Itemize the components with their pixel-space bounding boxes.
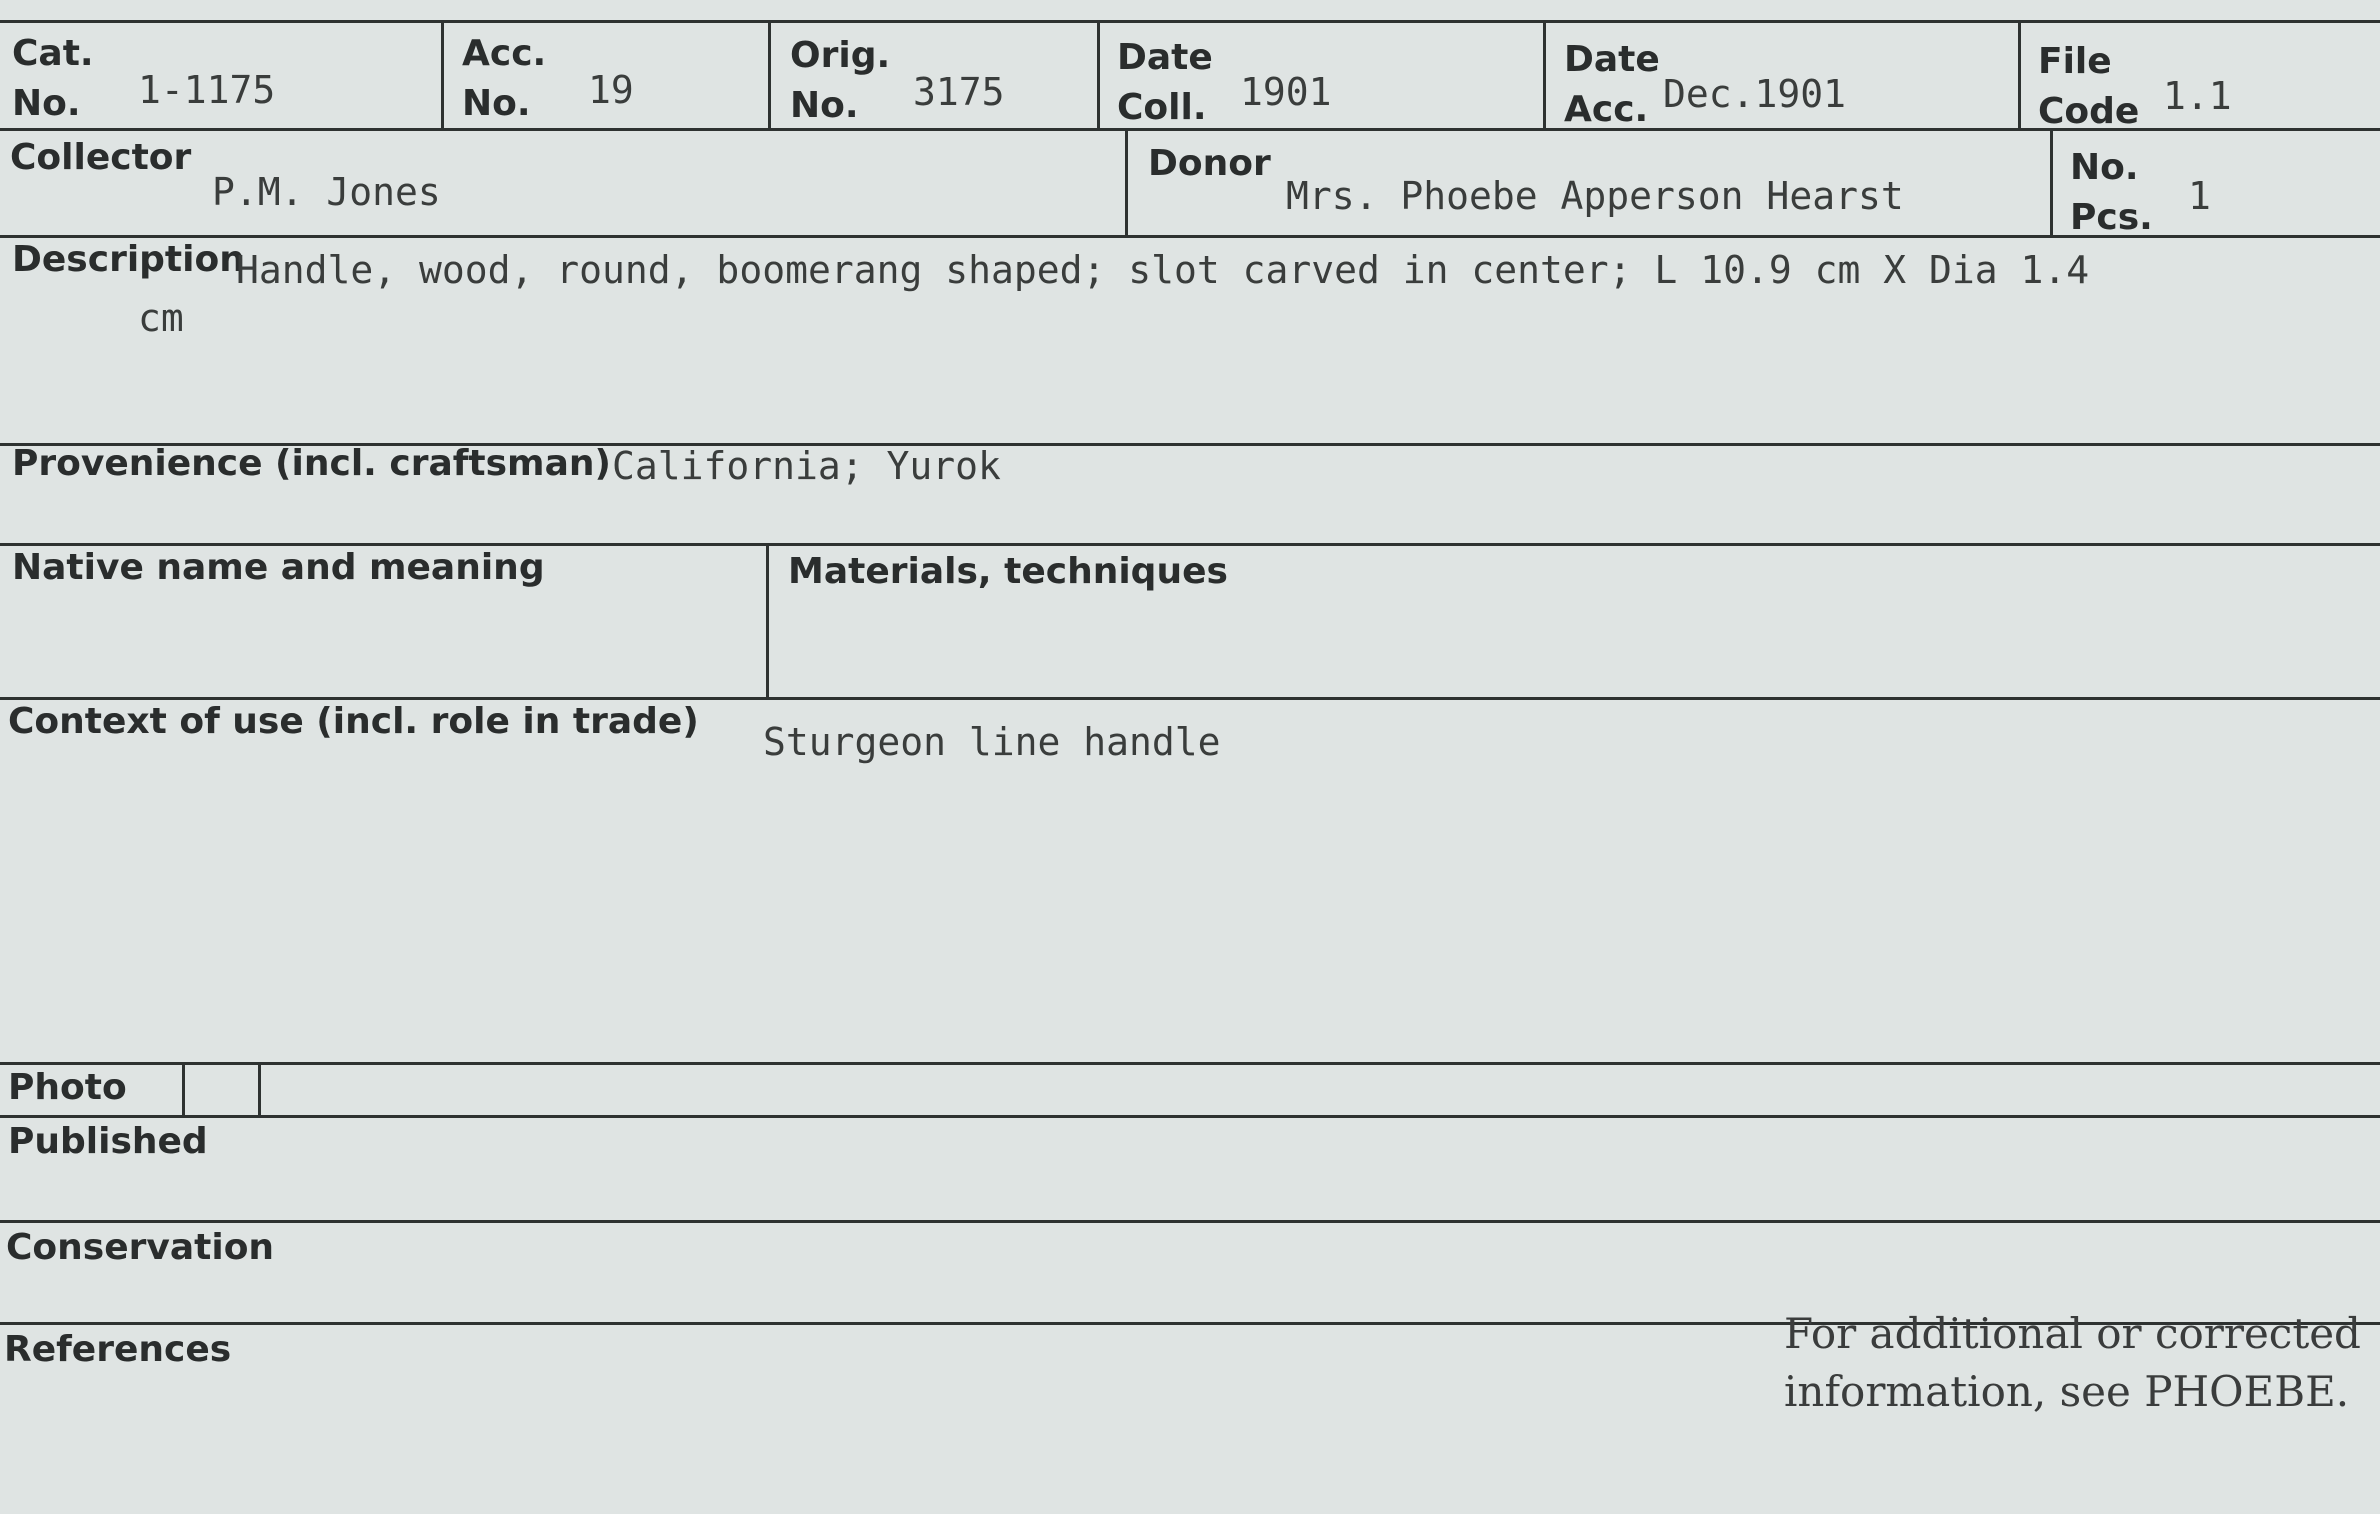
cat-number: 1-1175 [138,68,276,112]
orig-label-1: Orig. [790,35,891,76]
photo-box-divider-1 [182,1064,185,1117]
date-coll-label-1: Date [1117,37,1213,78]
divider-donor-pcs [2050,130,2053,237]
divider-orig-datecoll [1097,22,1100,130]
photo-box-divider-2 [258,1064,261,1117]
context-value: Sturgeon line handle [763,720,1221,764]
collector-label: Collector [10,137,192,178]
divider-native-materials [766,545,769,699]
description-line-2: cm [138,296,184,340]
divider-collector-donor [1125,130,1128,237]
date-accessioned: Dec.1901 [1663,72,1847,116]
references-label: References [4,1329,232,1370]
cat-label-2: No. [12,83,81,124]
context-label: Context of use (incl. role in trade) [8,701,699,742]
donor-name: Mrs. Phoebe Apperson Hearst [1286,174,1904,218]
orig-label-2: No. [790,85,859,126]
divider-acc-orig [768,22,771,130]
description-line-1: Handle, wood, round, boomerang shaped; slot carved in center; L 10.9 cm X Dia 1.4 [236,248,2090,292]
provenience-value: California; Yurok [612,444,1001,488]
date-acc-label-1: Date [1564,39,1660,80]
pcs-label-1: No. [2070,147,2139,188]
acc-label-2: No. [462,83,531,124]
native-name-label: Native name and meaning [12,547,545,588]
date-acc-label-2: Acc. [1564,89,1649,130]
acc-label-1: Acc. [462,33,547,74]
pieces-count: 1 [2188,174,2211,218]
file-code-label-1: File [2038,41,2112,82]
materials-label: Materials, techniques [788,551,1228,592]
collector-name: P.M. Jones [212,170,441,214]
phoebe-note-line-2: information, see PHOEBE. [1784,1367,2350,1416]
file-code: 1.1 [2163,74,2232,118]
rule-context-bottom [0,1062,2380,1065]
published-label: Published [8,1121,208,1162]
date-coll-label-2: Coll. [1117,87,1207,128]
divider-dateacc-file [2018,22,2021,130]
cat-label-1: Cat. [12,33,94,74]
rule-photo-bottom [0,1115,2380,1118]
file-code-label-2: Code [2038,91,2140,132]
divider-datecoll-dateacc [1543,22,1546,130]
conservation-label: Conservation [6,1227,275,1268]
orig-number: 3175 [913,70,1005,114]
phoebe-note-line-1: For additional or corrected [1784,1309,2361,1358]
rule-collector-bottom [0,235,2380,238]
provenience-label: Provenience (incl. craftsman) [12,443,611,484]
divider-cat-acc [441,22,444,130]
rule-top [0,20,2380,23]
acc-number: 19 [588,68,634,112]
photo-label: Photo [8,1067,127,1108]
rule-published-bottom [0,1220,2380,1223]
date-collected: 1901 [1240,70,1332,114]
donor-label: Donor [1148,143,1271,184]
pcs-label-2: Pcs. [2070,197,2153,238]
description-label: Description [12,239,245,280]
